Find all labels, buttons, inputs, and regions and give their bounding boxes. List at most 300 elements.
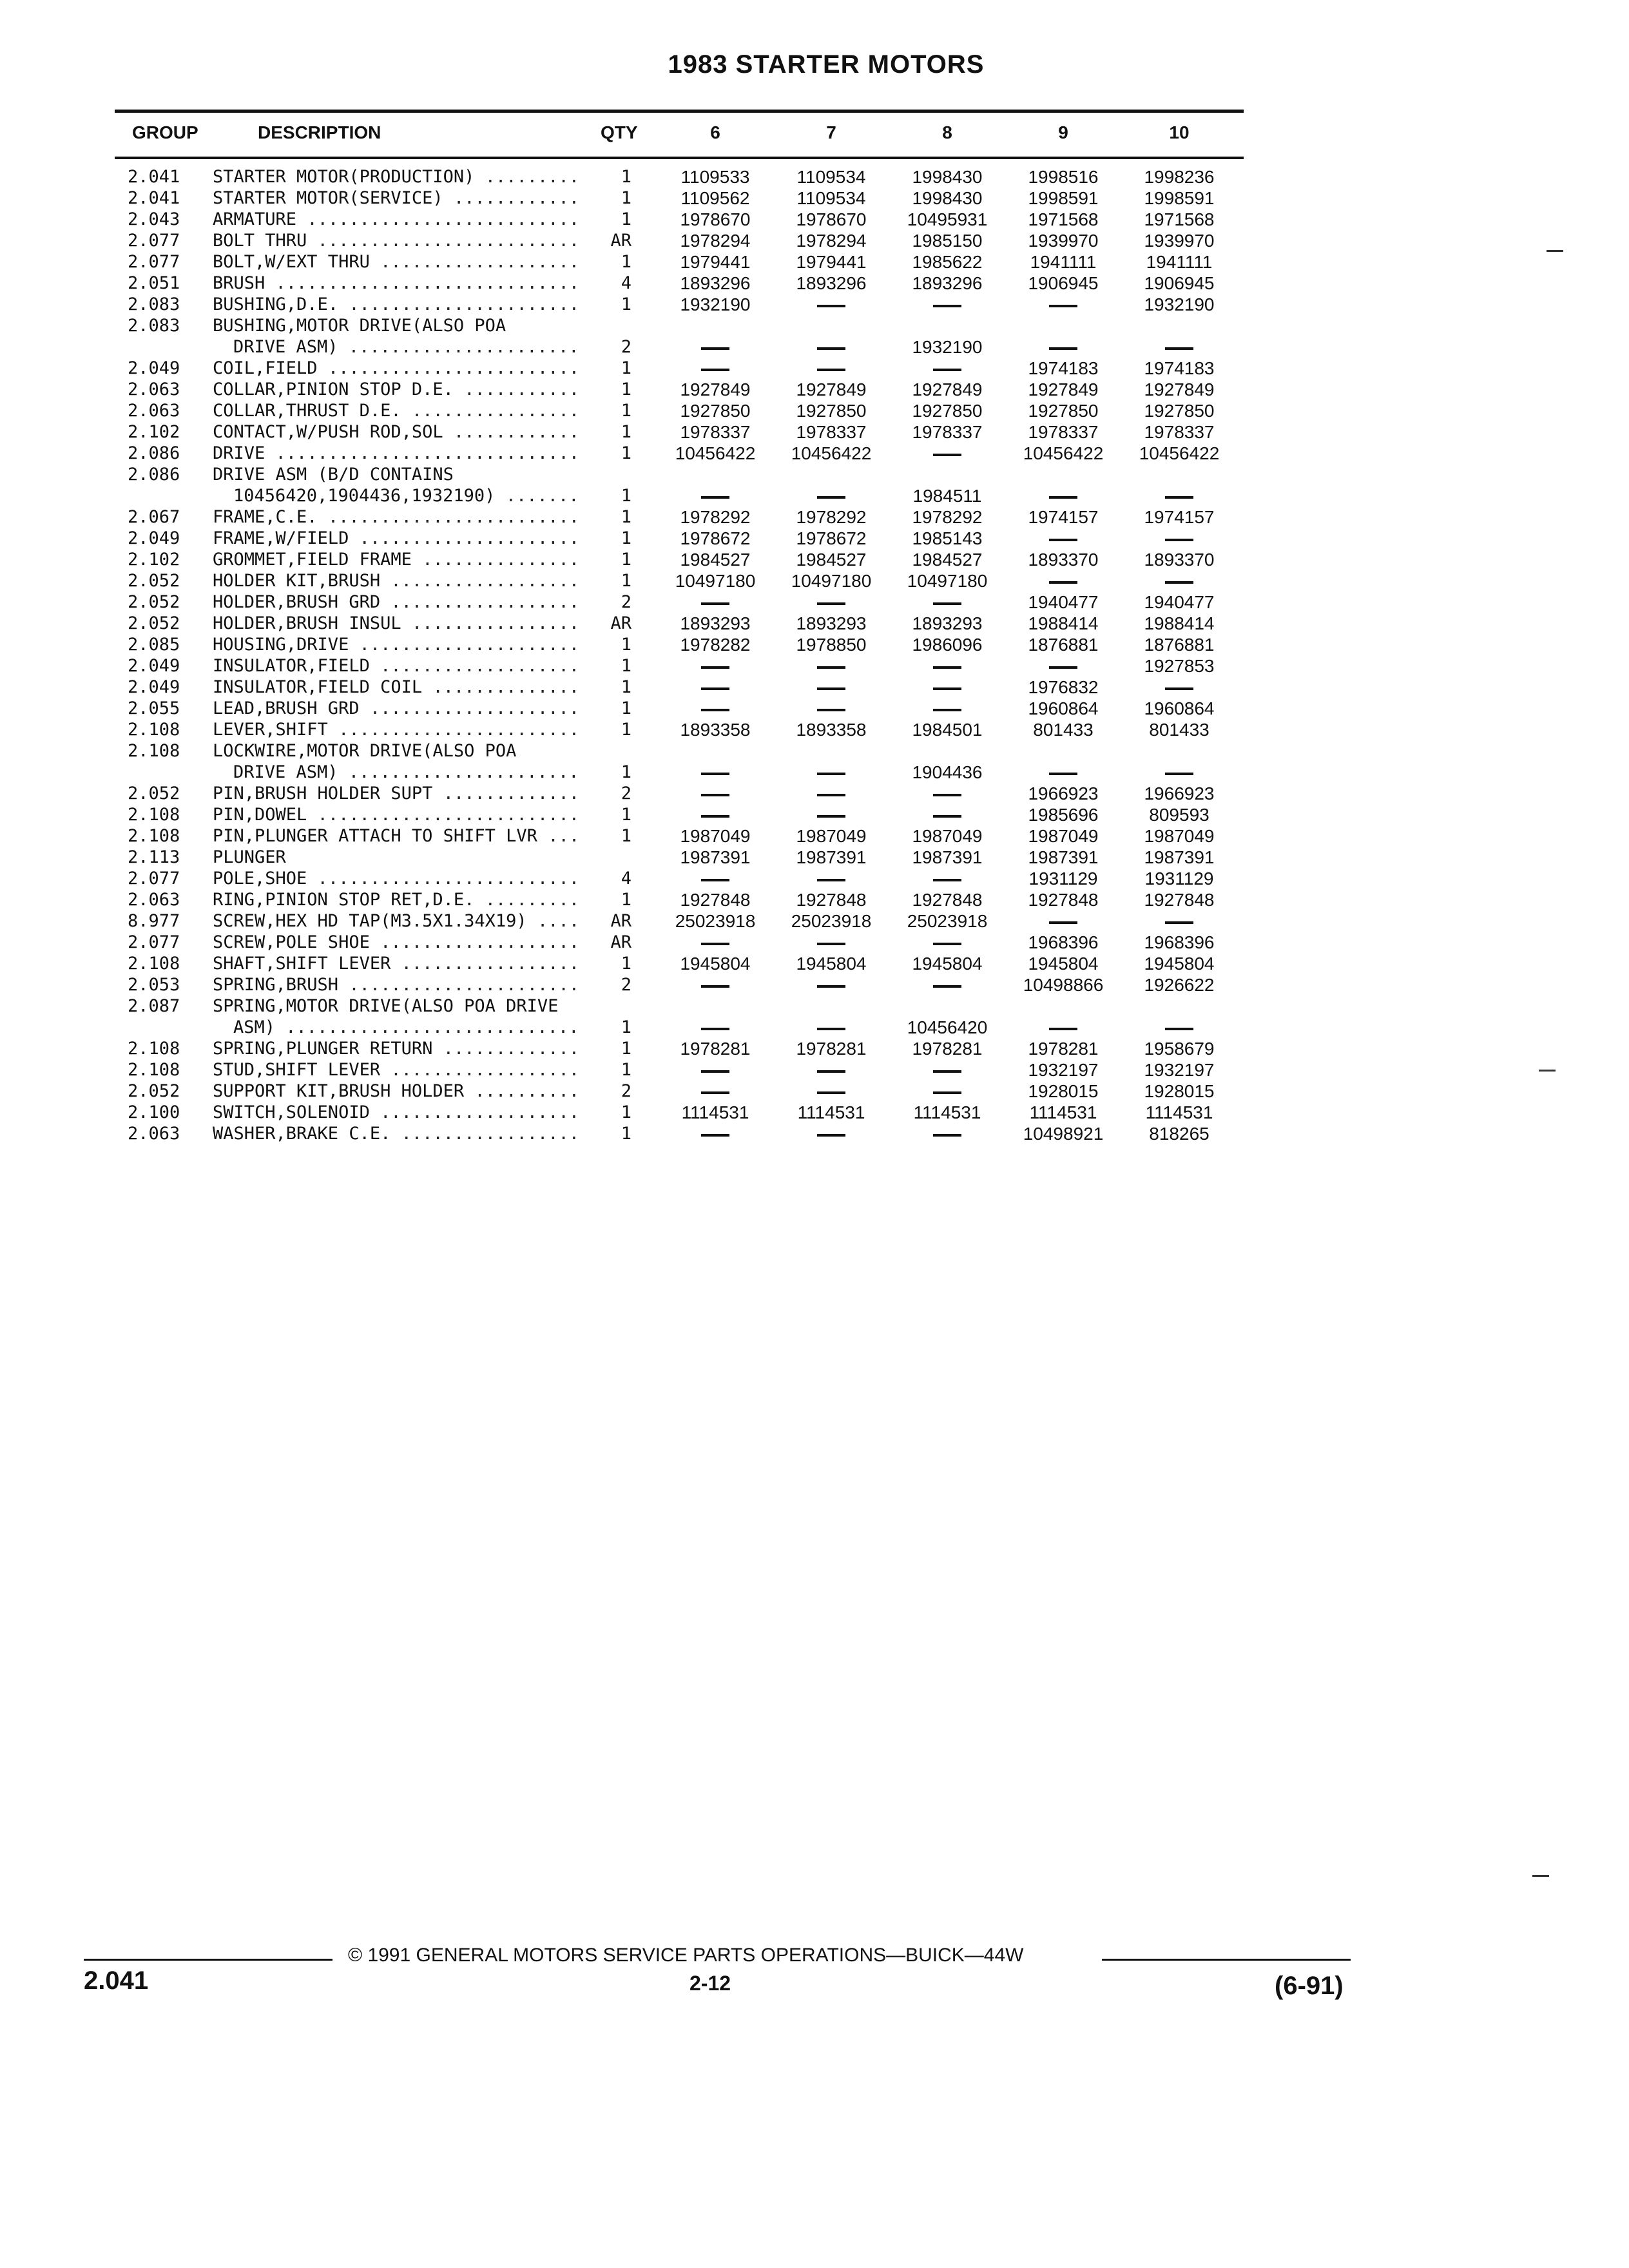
not-applicable-dash bbox=[889, 1123, 1005, 1144]
not-applicable-dash bbox=[1005, 485, 1121, 506]
part-description: POLE,SHOE bbox=[213, 869, 307, 889]
quantity: 1 bbox=[621, 358, 631, 378]
leader-dots: ................... bbox=[380, 1102, 580, 1122]
part-description: WASHER,BRAKE C.E. bbox=[213, 1124, 391, 1144]
not-applicable-dash bbox=[1005, 294, 1121, 315]
table-row bbox=[0, 549, 1629, 570]
part-description: SPRING,MOTOR DRIVE(ALSO POA DRIVE bbox=[213, 996, 559, 1016]
group-number: 2.108 bbox=[128, 1060, 180, 1080]
part-number: 1960864 bbox=[1028, 698, 1099, 718]
group-number: 2.077 bbox=[128, 869, 180, 889]
quantity: AR bbox=[610, 932, 631, 952]
footer-copyright: © 1991 GENERAL MOTORS SERVICE PARTS OPERATIONS—BUICK—44W bbox=[348, 1945, 1024, 1966]
part-number: 1927849 bbox=[1028, 380, 1099, 399]
not-applicable-dash bbox=[773, 294, 889, 315]
part-number: 1978670 bbox=[796, 209, 867, 229]
part-number: 1927848 bbox=[1144, 890, 1215, 910]
not-applicable-dash bbox=[889, 1059, 1005, 1081]
part-number: 1974183 bbox=[1028, 358, 1099, 378]
part-number: 1927850 bbox=[680, 401, 751, 421]
table-row bbox=[0, 443, 1629, 464]
not-applicable-dash bbox=[657, 783, 773, 804]
part-number: 1114531 bbox=[1145, 1102, 1213, 1122]
part-number: 1109534 bbox=[796, 188, 866, 208]
part-number: 1931129 bbox=[1144, 869, 1214, 889]
part-description: SCREW,POLE SHOE bbox=[213, 932, 370, 952]
part-number: 1984511 bbox=[912, 486, 982, 506]
quantity: 1 bbox=[621, 550, 631, 570]
not-applicable-dash bbox=[657, 336, 773, 358]
not-applicable-dash bbox=[773, 868, 889, 889]
leader-dots: .... bbox=[537, 911, 580, 931]
part-description: CONTACT,W/PUSH ROD,SOL bbox=[213, 422, 443, 442]
group-number: 2.087 bbox=[128, 996, 180, 1016]
group-number: 2.083 bbox=[128, 294, 180, 314]
group-number: 2.086 bbox=[128, 443, 180, 463]
header-col-8: 8 bbox=[942, 122, 952, 142]
header-col-9: 9 bbox=[1058, 122, 1068, 142]
part-number: 1927848 bbox=[912, 890, 983, 910]
quantity: 1 bbox=[621, 401, 631, 421]
group-number: 2.052 bbox=[128, 613, 180, 633]
table-row bbox=[0, 485, 1629, 506]
leader-dots: .................. bbox=[390, 571, 580, 591]
not-applicable-dash bbox=[889, 358, 1005, 379]
part-number: 10498866 bbox=[1023, 975, 1104, 995]
part-description: DRIVE ASM (B/D CONTAINS bbox=[213, 465, 454, 485]
part-number: 1893296 bbox=[912, 273, 983, 293]
quantity: 1 bbox=[621, 380, 631, 399]
not-applicable-dash bbox=[773, 698, 889, 719]
part-number: 1927849 bbox=[680, 380, 751, 399]
part-number: 1978292 bbox=[680, 507, 751, 527]
quantity: 1 bbox=[621, 1102, 631, 1122]
leader-dots: ...................... bbox=[349, 975, 579, 995]
part-description: BUSHING,D.E. bbox=[213, 294, 339, 314]
table-row bbox=[0, 804, 1629, 825]
part-description: HOLDER,BRUSH INSUL bbox=[213, 613, 401, 633]
not-applicable-dash bbox=[773, 762, 889, 783]
leader-dots: ...................... bbox=[348, 337, 579, 357]
table-row bbox=[0, 740, 1629, 762]
table-row bbox=[0, 1038, 1629, 1059]
table-row bbox=[0, 187, 1629, 209]
quantity: 1 bbox=[621, 252, 631, 272]
not-applicable-dash bbox=[889, 783, 1005, 804]
leader-dots: .......... bbox=[474, 1081, 580, 1101]
part-number: 1998516 bbox=[1028, 167, 1099, 187]
quantity: 1 bbox=[621, 1017, 631, 1037]
leader-dots: ... bbox=[548, 826, 580, 846]
part-number: 1987391 bbox=[912, 847, 983, 867]
group-number: 2.063 bbox=[128, 1124, 180, 1144]
part-number: 1978281 bbox=[1028, 1039, 1099, 1059]
leader-dots: ................... bbox=[380, 656, 580, 676]
not-applicable-dash bbox=[1121, 485, 1237, 506]
part-number: 1876881 bbox=[1144, 635, 1215, 655]
table-row bbox=[0, 570, 1629, 591]
header-col-10: 10 bbox=[1169, 122, 1190, 142]
quantity: AR bbox=[610, 613, 631, 633]
part-number: 1968396 bbox=[1144, 932, 1215, 952]
part-number: 1978294 bbox=[796, 231, 867, 251]
footer-revision-date: (6-91) bbox=[1275, 1972, 1344, 2000]
quantity: 1 bbox=[621, 954, 631, 974]
quantity: 1 bbox=[621, 528, 631, 548]
part-number: 10497180 bbox=[675, 571, 756, 591]
part-number: 1966923 bbox=[1144, 783, 1215, 803]
table-row bbox=[0, 677, 1629, 698]
table-row bbox=[0, 400, 1629, 421]
part-number: 1988414 bbox=[1028, 613, 1099, 633]
not-applicable-dash bbox=[889, 655, 1005, 677]
part-number: 1978672 bbox=[796, 528, 867, 548]
quantity: 1 bbox=[621, 422, 631, 442]
part-number: 10456422 bbox=[1139, 443, 1220, 463]
part-description: PIN,PLUNGER ATTACH TO SHIFT LVR bbox=[213, 826, 537, 846]
not-applicable-dash bbox=[773, 655, 889, 677]
not-applicable-dash bbox=[889, 591, 1005, 613]
footer-rule-left bbox=[84, 1959, 333, 1961]
part-number: 10456422 bbox=[1023, 443, 1104, 463]
table-row bbox=[0, 825, 1629, 847]
table-row bbox=[0, 847, 1629, 868]
not-applicable-dash bbox=[1005, 528, 1121, 549]
part-number: 1998430 bbox=[912, 167, 983, 187]
part-number: 1893358 bbox=[680, 720, 751, 740]
part-number: 1985143 bbox=[912, 528, 983, 548]
leader-dots: .................. bbox=[390, 1060, 580, 1080]
part-number: 818265 bbox=[1149, 1124, 1210, 1144]
not-applicable-dash bbox=[1121, 1017, 1237, 1038]
not-applicable-dash bbox=[773, 1059, 889, 1081]
table-row bbox=[0, 358, 1629, 379]
part-number: 1927848 bbox=[796, 890, 867, 910]
table-row bbox=[0, 910, 1629, 932]
not-applicable-dash bbox=[773, 591, 889, 613]
not-applicable-dash bbox=[657, 1059, 773, 1081]
header-bottom-rule bbox=[115, 157, 1244, 159]
page-title: 1983 STARTER MOTORS bbox=[668, 50, 985, 79]
group-number: 2.051 bbox=[128, 273, 180, 293]
part-number: 1985150 bbox=[912, 231, 983, 251]
part-description: SHAFT,SHIFT LEVER bbox=[213, 954, 391, 974]
part-number: 1893293 bbox=[796, 613, 867, 633]
part-number: 1984527 bbox=[796, 550, 867, 570]
part-description: BOLT,W/EXT THRU bbox=[213, 252, 370, 272]
leader-dots: ................ bbox=[411, 613, 580, 633]
part-description: HOLDER KIT,BRUSH bbox=[213, 571, 381, 591]
part-number: 1906945 bbox=[1144, 273, 1215, 293]
quantity: 2 bbox=[621, 975, 631, 995]
part-number: 1928015 bbox=[1144, 1081, 1215, 1101]
part-number: 1987049 bbox=[1144, 826, 1215, 846]
part-description: PIN,BRUSH HOLDER SUPT bbox=[213, 783, 433, 803]
part-number: 1978337 bbox=[1028, 422, 1099, 442]
part-number: 1927850 bbox=[1028, 401, 1099, 421]
quantity: 1 bbox=[621, 635, 631, 655]
part-number: 1927850 bbox=[912, 401, 983, 421]
table-row bbox=[0, 1081, 1629, 1102]
group-number: 2.067 bbox=[128, 507, 180, 527]
part-number: 1932190 bbox=[1144, 294, 1215, 314]
group-number: 2.108 bbox=[128, 741, 180, 761]
not-applicable-dash bbox=[657, 762, 773, 783]
part-number: 10497180 bbox=[907, 571, 988, 591]
not-applicable-dash bbox=[657, 655, 773, 677]
part-description: SWITCH,SOLENOID bbox=[213, 1102, 370, 1122]
part-number: 1928015 bbox=[1028, 1081, 1099, 1101]
table-row bbox=[0, 315, 1629, 336]
part-number: 1114531 bbox=[1029, 1102, 1097, 1122]
part-number: 1984501 bbox=[912, 720, 983, 740]
part-number: 1978294 bbox=[680, 231, 751, 251]
part-number: 1945804 bbox=[1028, 954, 1099, 974]
group-number: 2.049 bbox=[128, 358, 180, 378]
table-row bbox=[0, 421, 1629, 443]
leader-dots: ................... bbox=[380, 932, 580, 952]
leader-dots: ...................... bbox=[348, 762, 579, 782]
not-applicable-dash bbox=[889, 932, 1005, 953]
not-applicable-dash bbox=[657, 677, 773, 698]
not-applicable-dash bbox=[657, 485, 773, 506]
part-number: 1985696 bbox=[1028, 805, 1099, 825]
table-row bbox=[0, 464, 1629, 485]
header-col-6: 6 bbox=[710, 122, 720, 142]
group-number: 2.108 bbox=[128, 826, 180, 846]
header-col-7: 7 bbox=[826, 122, 836, 142]
group-number: 2.085 bbox=[128, 635, 180, 655]
part-description: RING,PINION STOP RET,D.E. bbox=[213, 890, 475, 910]
part-number: 1960864 bbox=[1144, 698, 1215, 718]
part-number: 1987391 bbox=[1028, 847, 1099, 867]
group-number: 2.086 bbox=[128, 465, 180, 485]
quantity: 1 bbox=[621, 1124, 631, 1144]
table-row bbox=[0, 719, 1629, 740]
part-number: 1927849 bbox=[796, 380, 867, 399]
quantity: 1 bbox=[621, 443, 631, 463]
not-applicable-dash bbox=[889, 294, 1005, 315]
part-description: HOUSING,DRIVE bbox=[213, 635, 349, 655]
part-number: 1971568 bbox=[1028, 209, 1099, 229]
part-number: 1906945 bbox=[1028, 273, 1099, 293]
not-applicable-dash bbox=[657, 868, 773, 889]
part-number: 1926622 bbox=[1144, 975, 1215, 995]
leader-dots: ......... bbox=[485, 890, 580, 910]
part-description: STUD,SHIFT LEVER bbox=[213, 1060, 381, 1080]
quantity: 1 bbox=[621, 167, 631, 187]
part-number: 1927848 bbox=[680, 890, 751, 910]
table-row bbox=[0, 634, 1629, 655]
part-number: 1998591 bbox=[1144, 188, 1215, 208]
table-row bbox=[0, 613, 1629, 634]
part-number: 1939970 bbox=[1144, 231, 1215, 251]
part-number: 1893370 bbox=[1028, 550, 1099, 570]
part-number: 1986096 bbox=[912, 635, 983, 655]
group-number: 2.049 bbox=[128, 528, 180, 548]
table-row bbox=[0, 655, 1629, 677]
group-number: 2.083 bbox=[128, 316, 180, 336]
table-row bbox=[0, 209, 1629, 230]
leader-dots: .................. bbox=[390, 592, 580, 612]
part-number: 1974183 bbox=[1144, 358, 1215, 378]
part-number: 1893370 bbox=[1144, 550, 1215, 570]
group-number: 2.063 bbox=[128, 380, 180, 399]
part-description: INSULATOR,FIELD bbox=[213, 656, 370, 676]
not-applicable-dash bbox=[657, 358, 773, 379]
part-number: 1927850 bbox=[796, 401, 867, 421]
not-applicable-dash bbox=[773, 677, 889, 698]
quantity: 1 bbox=[621, 890, 631, 910]
part-number: 1974157 bbox=[1144, 507, 1215, 527]
leader-dots: ...................... bbox=[349, 294, 579, 314]
header-top-rule bbox=[115, 110, 1244, 113]
quantity: 1 bbox=[621, 805, 631, 825]
quantity: 2 bbox=[621, 783, 631, 803]
table-row bbox=[0, 974, 1629, 995]
leader-dots: ......... bbox=[485, 167, 580, 187]
footer-rule-right bbox=[1102, 1959, 1351, 1961]
part-number: 1987049 bbox=[1028, 826, 1099, 846]
not-applicable-dash bbox=[889, 677, 1005, 698]
not-applicable-dash bbox=[1121, 336, 1237, 358]
part-description: SCREW,HEX HD TAP(M3.5X1.34X19) bbox=[213, 911, 527, 931]
part-number: 1945804 bbox=[680, 954, 751, 974]
table-row bbox=[0, 294, 1629, 315]
quantity: 1 bbox=[621, 209, 631, 229]
part-number: 809593 bbox=[1149, 805, 1210, 825]
table-row bbox=[0, 1017, 1629, 1038]
leader-dots: ............................. bbox=[275, 273, 579, 293]
part-number: 1927848 bbox=[1028, 890, 1099, 910]
group-number: 2.052 bbox=[128, 592, 180, 612]
not-applicable-dash bbox=[773, 358, 889, 379]
part-number: 1927849 bbox=[1144, 380, 1215, 399]
part-number: 1893296 bbox=[680, 273, 751, 293]
part-number: 1974157 bbox=[1028, 507, 1099, 527]
part-number: 1945804 bbox=[1144, 954, 1215, 974]
leader-dots: ............ bbox=[453, 422, 580, 442]
quantity: 1 bbox=[621, 720, 631, 740]
part-number: 801433 bbox=[1149, 720, 1210, 740]
group-number: 2.102 bbox=[128, 422, 180, 442]
table-row bbox=[0, 251, 1629, 273]
part-number: 1987391 bbox=[796, 847, 867, 867]
group-number: 2.043 bbox=[128, 209, 180, 229]
part-number: 1998430 bbox=[912, 188, 983, 208]
part-number: 1114531 bbox=[913, 1102, 981, 1122]
leader-dots: ....................... bbox=[338, 720, 579, 740]
group-number: 2.113 bbox=[128, 847, 180, 867]
not-applicable-dash bbox=[889, 1081, 1005, 1102]
part-number: 25023918 bbox=[791, 911, 872, 931]
not-applicable-dash bbox=[657, 1123, 773, 1144]
group-number: 2.041 bbox=[128, 167, 180, 187]
part-number: 1978337 bbox=[912, 422, 983, 442]
not-applicable-dash bbox=[1005, 655, 1121, 677]
header-qty: QTY bbox=[601, 122, 638, 142]
quantity: 1 bbox=[621, 1060, 631, 1080]
group-number: 2.063 bbox=[128, 401, 180, 421]
part-number: 1932190 bbox=[912, 337, 983, 357]
part-number: 1987391 bbox=[1144, 847, 1215, 867]
part-number: 1893358 bbox=[796, 720, 867, 740]
group-number: 2.055 bbox=[128, 698, 180, 718]
leader-dots: ............................. bbox=[275, 443, 579, 463]
part-number: 1987049 bbox=[796, 826, 867, 846]
part-description: LOCKWIRE,MOTOR DRIVE(ALSO POA bbox=[213, 741, 517, 761]
leader-dots: ................ bbox=[411, 401, 580, 421]
group-number: 2.108 bbox=[128, 1039, 180, 1059]
group-number: 2.108 bbox=[128, 954, 180, 974]
part-description: COIL,FIELD bbox=[213, 358, 318, 378]
part-number: 1978672 bbox=[680, 528, 751, 548]
part-description: BRUSH bbox=[213, 273, 265, 293]
part-number: 1945804 bbox=[796, 954, 867, 974]
quantity: 1 bbox=[621, 698, 631, 718]
part-number: 1988414 bbox=[1144, 613, 1215, 633]
part-description: SUPPORT KIT,BRUSH HOLDER bbox=[213, 1081, 465, 1101]
part-number: 1998236 bbox=[1144, 167, 1215, 187]
part-number: 1978337 bbox=[1144, 422, 1215, 442]
leader-dots: ............. bbox=[443, 1039, 580, 1059]
header-group: GROUP bbox=[132, 122, 198, 142]
group-number: 2.053 bbox=[128, 975, 180, 995]
part-number: 1932197 bbox=[1028, 1060, 1099, 1080]
leader-dots: .......................... bbox=[307, 209, 579, 229]
group-number: 2.052 bbox=[128, 571, 180, 591]
part-description: SPRING,BRUSH bbox=[213, 975, 339, 995]
not-applicable-dash bbox=[1005, 762, 1121, 783]
table-row bbox=[0, 889, 1629, 910]
quantity: 2 bbox=[621, 592, 631, 612]
part-number: 10498921 bbox=[1023, 1124, 1104, 1144]
part-number: 1876881 bbox=[1028, 635, 1099, 655]
part-description: 10456420,1904436,1932190) bbox=[233, 486, 496, 506]
part-number: 1979441 bbox=[680, 252, 751, 272]
quantity: 1 bbox=[621, 762, 631, 782]
quantity: AR bbox=[610, 911, 631, 931]
not-applicable-dash bbox=[889, 974, 1005, 995]
part-description: STARTER MOTOR(SERVICE) bbox=[213, 188, 443, 208]
table-row bbox=[0, 230, 1629, 251]
part-number: 1940477 bbox=[1144, 592, 1215, 612]
part-number: 1978292 bbox=[796, 507, 867, 527]
group-number: 2.052 bbox=[128, 1081, 180, 1101]
leader-dots: ........................ bbox=[327, 507, 579, 527]
part-description: PIN,DOWEL bbox=[213, 805, 307, 825]
part-description: COLLAR,THRUST D.E. bbox=[213, 401, 401, 421]
quantity: AR bbox=[610, 231, 631, 251]
part-number: 1998591 bbox=[1028, 188, 1099, 208]
part-description: HOLDER,BRUSH GRD bbox=[213, 592, 381, 612]
leader-dots: ............................ bbox=[285, 1017, 579, 1037]
part-number: 1976832 bbox=[1028, 677, 1099, 697]
part-number: 1971568 bbox=[1144, 209, 1215, 229]
table-row bbox=[0, 953, 1629, 974]
part-number: 10456422 bbox=[675, 443, 756, 463]
leader-dots: ................... bbox=[380, 252, 580, 272]
not-applicable-dash bbox=[889, 698, 1005, 719]
not-applicable-dash bbox=[773, 974, 889, 995]
not-applicable-dash bbox=[773, 1081, 889, 1102]
part-number: 1927853 bbox=[1144, 656, 1215, 676]
part-number: 1978281 bbox=[796, 1039, 867, 1059]
quantity: 1 bbox=[621, 571, 631, 591]
part-number: 1978292 bbox=[912, 507, 983, 527]
part-description: DRIVE ASM) bbox=[233, 762, 338, 782]
part-description: BUSHING,MOTOR DRIVE(ALSO POA bbox=[213, 316, 506, 336]
